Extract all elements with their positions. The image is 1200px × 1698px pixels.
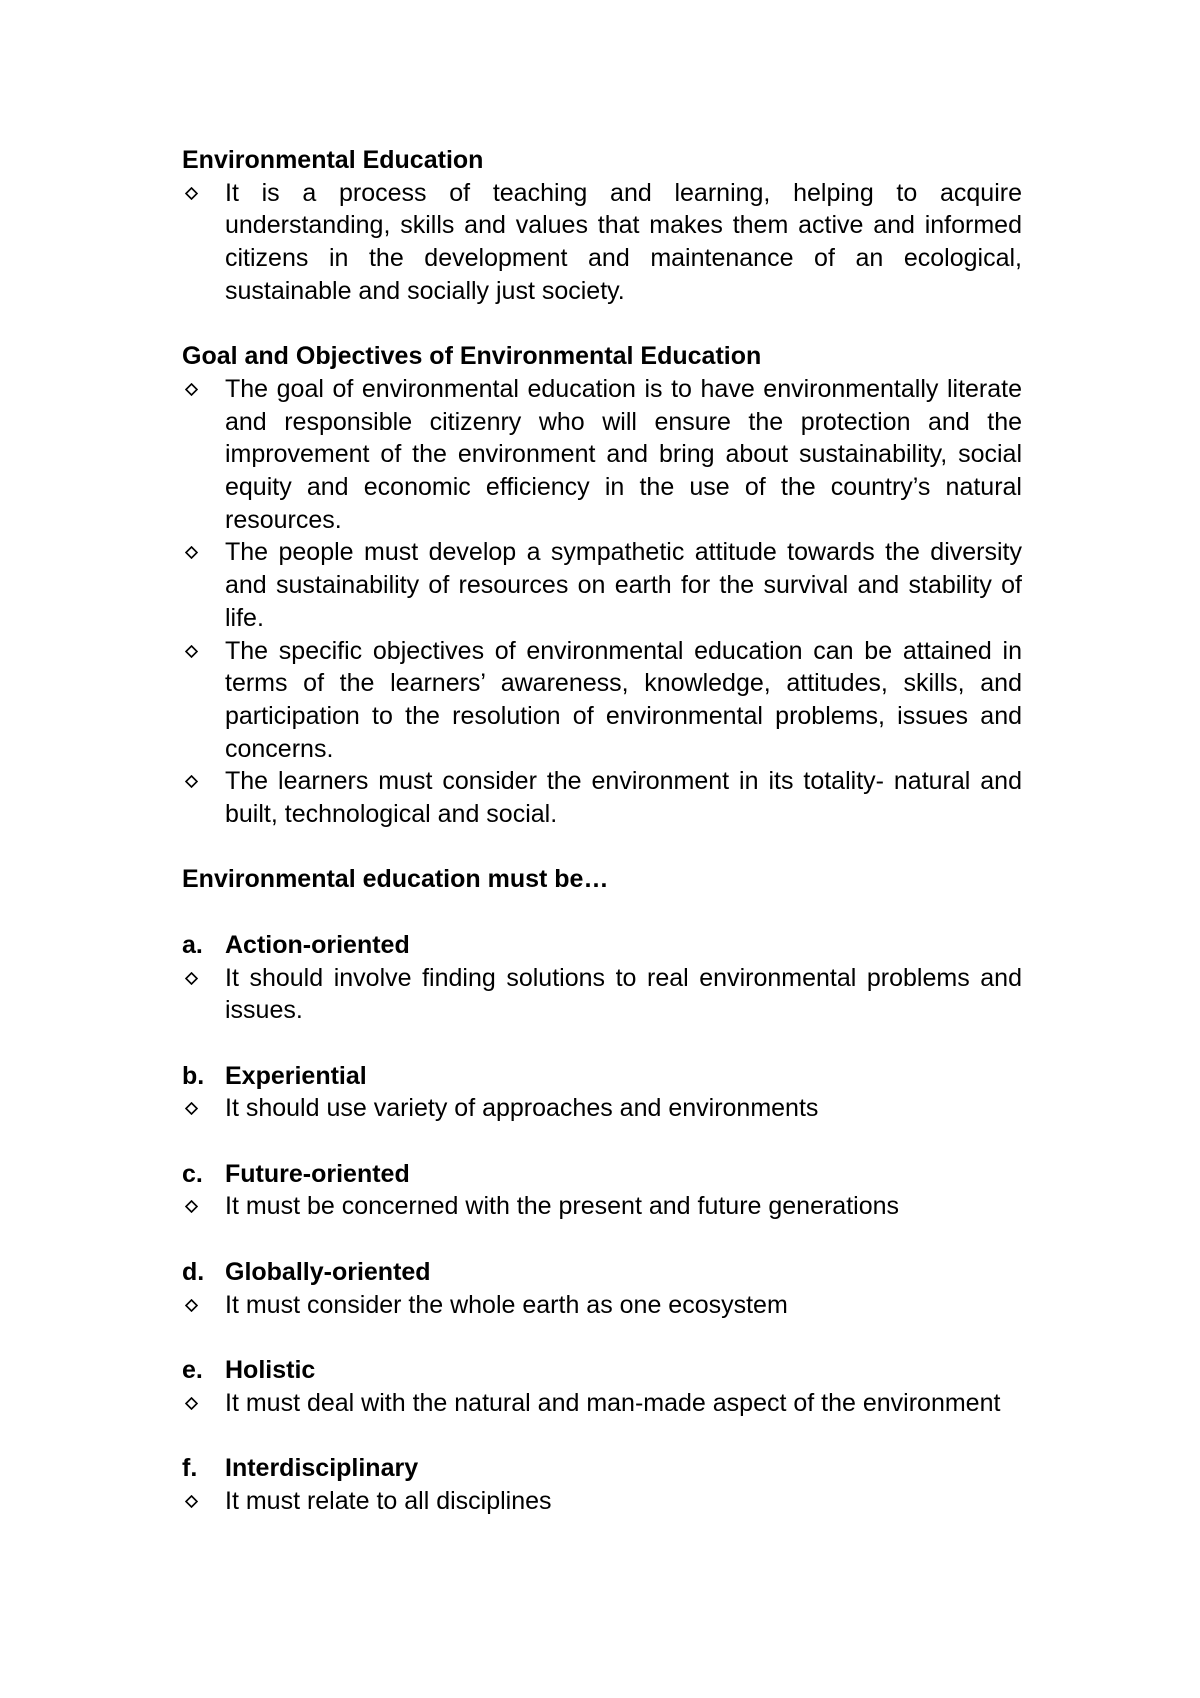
item-heading-globally-oriented — [182, 1256, 1022, 1289]
item-title: Interdisciplinary — [225, 1454, 419, 1482]
bullet-item — [182, 1387, 1022, 1420]
bullet-item — [182, 1190, 1022, 1223]
diamond-bullet-icon — [185, 383, 198, 396]
bullet-item — [182, 177, 1022, 308]
diamond-bullet-icon — [185, 546, 198, 559]
item-heading-holistic — [182, 1354, 1022, 1387]
item-letter: c. — [182, 1159, 203, 1188]
item-letter: f. — [182, 1454, 198, 1482]
item-heading-future-oriented — [182, 1158, 1022, 1191]
item-letter: a. — [182, 930, 203, 959]
bullet-text: It must consider the whole earth as one ecosystem — [225, 1290, 788, 1319]
diamond-bullet-icon — [185, 1495, 198, 1508]
bullet-item — [182, 1485, 1022, 1518]
item-title: Action-oriented — [225, 930, 410, 959]
diamond-bullet-icon — [185, 1102, 198, 1115]
bullet-text: The people must develop a sympathetic attitude towards the diversity and sustainability of resources on earth for the survival and stability of life. — [225, 538, 1022, 632]
diamond-bullet-icon — [185, 1397, 198, 1410]
item-heading-interdisciplinary — [182, 1452, 1022, 1485]
item-title: Experiential — [225, 1061, 367, 1090]
bullet-item — [182, 1092, 1022, 1125]
bullet-text: It should involve finding solutions to real environmental problems and issues. — [225, 963, 1022, 1025]
diamond-bullet-icon — [185, 645, 198, 658]
bullet-text: The specific objectives of environmental education can be attained in terms of the learners’ awareness, knowledge, attitudes, skills, and participation to the resolution of environmental problems, issues and concerns. — [225, 636, 1022, 763]
bullet-text: It must deal with the natural and man-made aspect of the environment — [225, 1388, 1001, 1417]
bullet-item — [182, 536, 1022, 634]
item-title: Globally-oriented — [225, 1257, 431, 1286]
bullet-text: It must be concerned with the present and future generations — [225, 1192, 900, 1221]
item-title: Holistic — [225, 1355, 316, 1384]
item-letter: b. — [182, 1061, 205, 1090]
bullet-text: It must relate to all disciplines — [225, 1486, 552, 1515]
diamond-bullet-icon — [185, 972, 198, 985]
bullet-item — [182, 635, 1022, 766]
bullet-text: The goal of environmental education is to have environmentally literate and responsible citizenry who will ensure the protection and the improvement of the environment and bring about sustainability, social equity and economic efficiency in the use of the country’s natural resources. — [225, 374, 1022, 534]
section-heading-goal-objectives: Goal and Objectives of Environmental Education — [182, 342, 762, 371]
diamond-bullet-icon — [185, 775, 198, 788]
document-page — [182, 144, 1022, 1517]
item-title: Future-oriented — [225, 1159, 410, 1188]
bullet-item — [182, 1289, 1022, 1322]
bullet-text: It is a process of teaching and learning, helping to acquire understanding, skills and values that makes them active and informed citizens in the development and maintenance of an ecological, sustainable and socially just society. — [225, 178, 1022, 305]
bullet-item — [182, 962, 1022, 1027]
section-heading-must-be: Environmental education must be… — [182, 865, 609, 894]
item-letter: e. — [182, 1355, 203, 1384]
diamond-bullet-icon — [185, 1299, 198, 1312]
diamond-bullet-icon — [185, 1200, 198, 1213]
diamond-bullet-icon — [185, 187, 198, 200]
bullet-item — [182, 373, 1022, 537]
item-letter: d. — [182, 1257, 205, 1286]
section-heading-environmental-education: Environmental Education — [182, 146, 484, 174]
item-heading-action-oriented — [182, 929, 1022, 962]
bullet-item — [182, 765, 1022, 830]
item-heading-experiential — [182, 1060, 1022, 1093]
bullet-text: The learners must consider the environment in its totality- natural and built, technological and social. — [225, 767, 1022, 829]
bullet-text: It should use variety of approaches and environments — [225, 1094, 819, 1123]
